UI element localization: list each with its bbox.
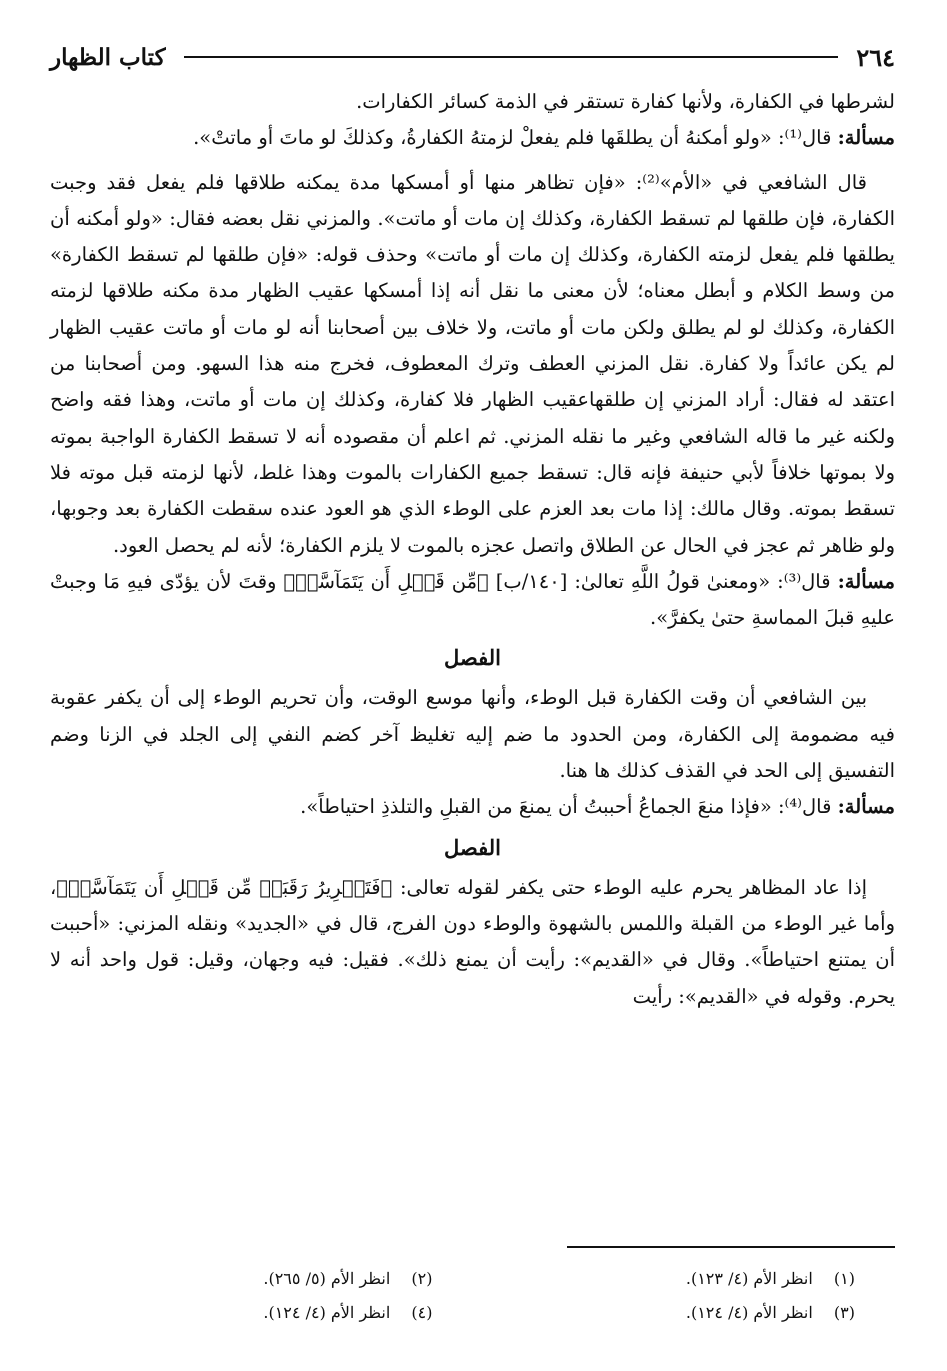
masala-label: مسألة: (837, 795, 895, 819)
paragraph-fasl-1: بين الشافعي أن وقت الكفارة قبل الوطء، وأنها موسع الوقت، وأن تحريم الوطء إلى أن يكفر عقوبة فيه مضمومة إلى الكفارة، ومن الحدود ما ضم إليه تغليظ آخر كضم النفي إلى الجلد في الزنا وضم التفسيق إلى الحد في القذف كذلك ها هنا. (50, 686, 895, 783)
masala-3 (50, 789, 895, 825)
masala-1 (50, 120, 895, 156)
paragraph-commentary: قال الشافعي في «الأم»⁽²⁾: «فإن تظاهر منها أو أمسكها مدة يمكنه طلاقها فلم يفعل فقد وجبت الكفارة، فإن طلقها لم تسقط الكفارة، وكذلك إن مات أو ماتت». والمزني نقل بعضه فقال: «ولو أمكنه أن يطلقها فلم يفعل لزمته الكفارة، وكذلك إن مات أو ماتت» وحذف قوله: «فإن طلقها لم تسقط الكفارة» من وسط الكلام و أبطل معناه؛ لأن معنى ما نقل أنه إذا أمسكها عقيب الظهار مدة مكنه طلاقها لزمته الكفارة، وكذلك لو لم يطلق ولكن مات أو ماتت، ولا خلاف بين أصحابنا أنه لو مات أو ماتت عقيب الظهار لم يكن عائداً ولا كفارة. نقل المزني العطف وترك المعطوف، فخرج منه هذا السهو. ومن أصحابنا من اعتقد له فقال: أراد المزني إن طلقهاعقيب الظهار فلا كفارة، وكذلك إن مات أو ماتت، وهذا فقه واضح ولكنه غير ما قاله الشافعي وغير ما نقله المزني. ثم اعلم أن مقصوده أنه لا تسقط الكفارة الواجبة بموته ولا بموتها خلافاً لأبي حنيفة فإنه قال: تسقط جميع الكفارات بالموت وهذا غلط، لأنها لزمته قبل موته فلا تسقط بموته. وقال مالك: إذا مات بعد العزم على الوطء الذي هو العود عنده سقطت الكفارة بعد وجوبها، ولو ظاهر ثم عجز في الحال عن الطلاق واتصل عجزه بالموت لا يلزم الكفارة؛ لأنه لم يحصل العود. (50, 170, 895, 557)
page-header (50, 40, 895, 74)
masala-text: قال⁽¹⁾: «ولو أمكنهُ أن يطلقَها فلم يفعلْ لزمتهُ الكفارةُ، وكذلكَ لو ماتَ أو ماتتْ». (193, 126, 832, 150)
footnote-4 (50, 1296, 473, 1330)
footnote-rule (567, 1246, 895, 1248)
footnote-row (50, 1262, 895, 1296)
footnote-text: انظر الأم (٤/ ١٢٤). (685, 1302, 813, 1322)
page-body (50, 84, 895, 1015)
footnote-row (50, 1296, 895, 1330)
footnote-2 (50, 1262, 473, 1296)
paragraph-fasl-2: إذا عاد المظاهر يحرم عليه الوطء حتى يكفر لقوله تعالى: ﴿فَتَحۡرِيرُ رَقَبَةٖ مِّن قَبۡلِ أَن يَتَمَآسَّاۚ﴾، وأما غير الوطء من القبلة واللمس بالشهوة والوطء دون الفرج، قال في «الجديد» ونقله المزني: «أحببت أن يمتنع احتياطاً». وقال في «القديم»: رأيت أن يمنع ذلك». فقيل: فيه وجهان، وقيل: قول واحد أنه لا يحرم. وقوله في «القديم»: رأيت (50, 875, 895, 1008)
section-heading: الفصل (444, 645, 501, 671)
footnote-1 (473, 1262, 896, 1296)
footnote-number: (١) (833, 1268, 855, 1288)
section-heading: الفصل (444, 834, 501, 860)
masala-text: قال⁽⁴⁾: «فإذا منعَ الجماعُ أحببتُ أن يمنعَ من القبلِ والتلذذِ احتياطاً». (300, 795, 832, 819)
masala-label: مسألة: (837, 569, 895, 593)
masala-text: قال⁽³⁾: «ومعنىٰ قولُ اللَّهِ تعالىٰ: [١٤٠/ب] ﴿مِّن قَبۡلِ أَن يَتَمَآسَّاۚ﴾ وقتَ لأن يؤدّى فيهِ مَا وجبتْ عليهِ قبلَ المماسةِ حتىٰ يكفرَّ». (50, 569, 895, 630)
header-rule (184, 56, 839, 58)
footnotes (50, 1246, 895, 1330)
footnote-text: انظر الأم (٤/ ١٢٤). (263, 1302, 391, 1322)
footnote-number: (٤) (411, 1302, 433, 1322)
paragraph-continuation: لشرطها في الكفارة، ولأنها كفارة تستقر في الذمة كسائر الكفارات. (356, 90, 895, 113)
page-number: ٢٦٤ (856, 42, 895, 72)
footnote-3 (473, 1296, 896, 1330)
footnote-text: انظر الأم (٥/ ٢٦٥). (263, 1268, 391, 1288)
masala-label: مسألة: (837, 126, 895, 150)
footnote-text: انظر الأم (٤/ ١٢٣). (685, 1268, 813, 1288)
footnote-number: (٣) (833, 1302, 855, 1322)
masala-2 (50, 564, 895, 637)
footnote-number: (٢) (411, 1268, 433, 1288)
book-title: كتاب الظهار (50, 43, 166, 71)
